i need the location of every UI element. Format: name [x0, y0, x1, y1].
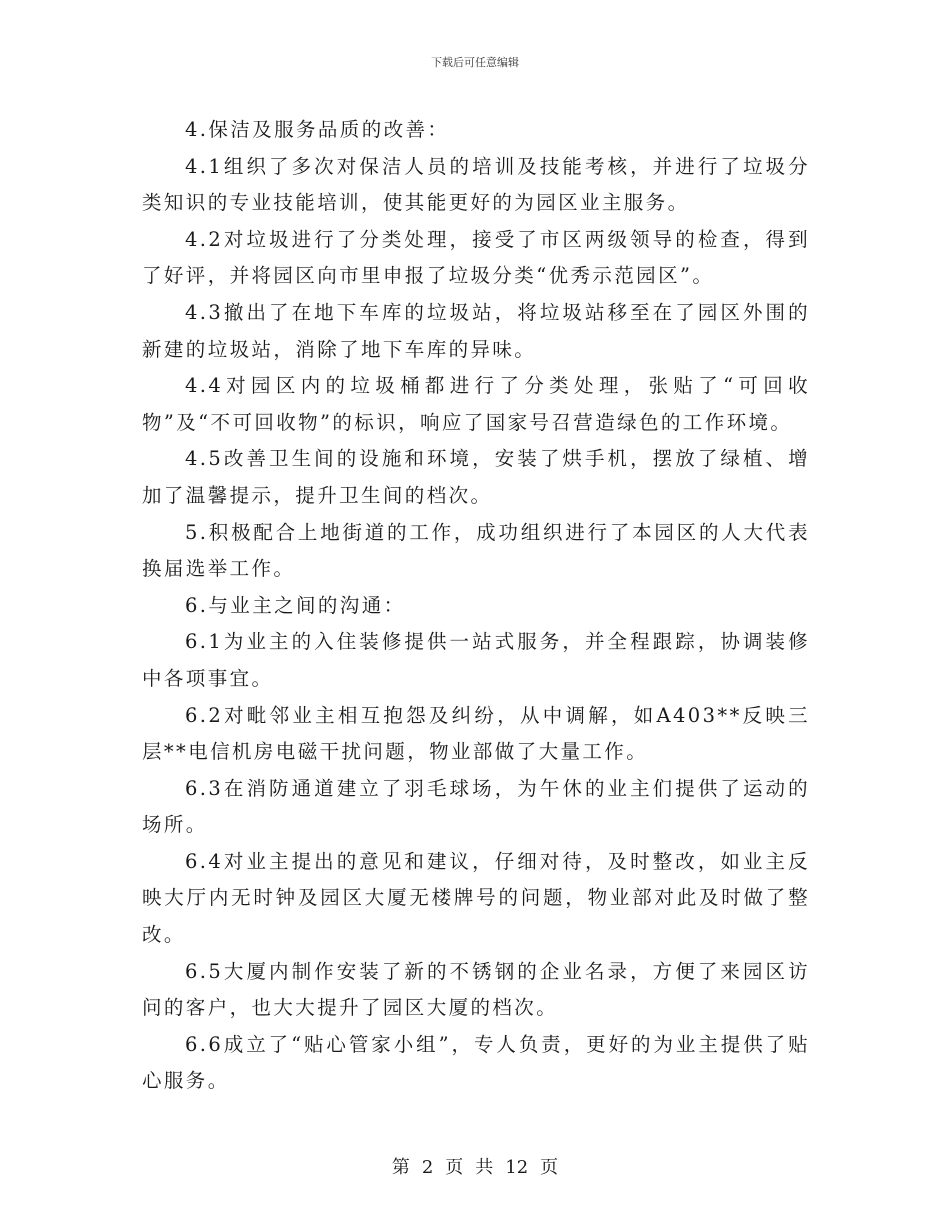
footer-label-total: 共: [475, 1157, 494, 1178]
paragraph-6-3: 6.3在消防通道建立了羽毛球场，为午休的业主们提供了运动的场所。: [142, 776, 810, 837]
page-footer: [0, 1153, 950, 1179]
footer-label-page: 第: [391, 1157, 410, 1178]
page-header-note: 下载后可任意编辑: [431, 56, 519, 69]
page-number-current: 2: [421, 1157, 434, 1178]
paragraph-6-5: 6.5大厦内制作安装了新的不锈钢的企业名录，方便了来园区访问的客户，也大大提升了园区大厦的档次。: [142, 959, 810, 1020]
paragraph-4-4: 4.4对园区内的垃圾桶都进行了分类处理，张贴了“可回收物”及“不可回收物”的标识，响应了国家号召营造绿色的工作环境。: [142, 374, 810, 434]
document-body: [142, 112, 810, 1100]
paragraph-6-6: 6.6成立了“贴心管家小组”，专人负责，更好的为业主提供了贴心服务。: [142, 1032, 810, 1093]
paragraph-6-1: 6.1为业主的入住装修提供一站式服务，并全程跟踪，协调装修中各项事宜。: [142, 630, 810, 690]
paragraph-6: 6.与业主之间的沟通：: [185, 593, 406, 617]
paragraph-4-5: 4.5改善卫生间的设施和环境，安装了烘手机，摆放了绿植、增加了温馨提示，提升卫生间的档次。: [142, 447, 810, 507]
paragraph-5: 5.积极配合上地街道的工作，成功组织进行了本园区的人大代表换届选举工作。: [142, 520, 810, 581]
paragraph-6-2: 6.2对毗邻业主相互抱怨及纠纷，从中调解，如A403**反映三层**电信机房电磁干扰问题，物业部做了大量工作。: [142, 703, 810, 764]
footer-label-unit: 页: [445, 1157, 464, 1178]
paragraph-4-1: 4.1组织了多次对保洁人员的培训及技能考核，并进行了垃圾分类知识的专业技能培训，使其能更好的为园区业主服务。: [142, 154, 810, 215]
paragraph-4-2: 4.2对垃圾进行了分类处理，接受了市区两级领导的检查，得到了好评，并将园区向市里申报了垃圾分类“优秀示范园区”。: [142, 227, 810, 288]
paragraph-4: 4.保洁及服务品质的改善：: [185, 118, 450, 141]
paragraph-6-4: 6.4对业主提出的意见和建议，仔细对待，及时整改，如业主反映大厅内无时钟及园区大厦无楼牌号的问题，物业部对此及时做了整改。: [142, 849, 810, 947]
footer-label-unit-end: 页: [540, 1157, 559, 1178]
page-number-total: 12: [505, 1157, 529, 1178]
paragraph-4-3: 4.3撤出了在地下车库的垃圾站，将垃圾站移至在了园区外围的新建的垃圾站，消除了地下车库的异味。: [142, 300, 810, 361]
